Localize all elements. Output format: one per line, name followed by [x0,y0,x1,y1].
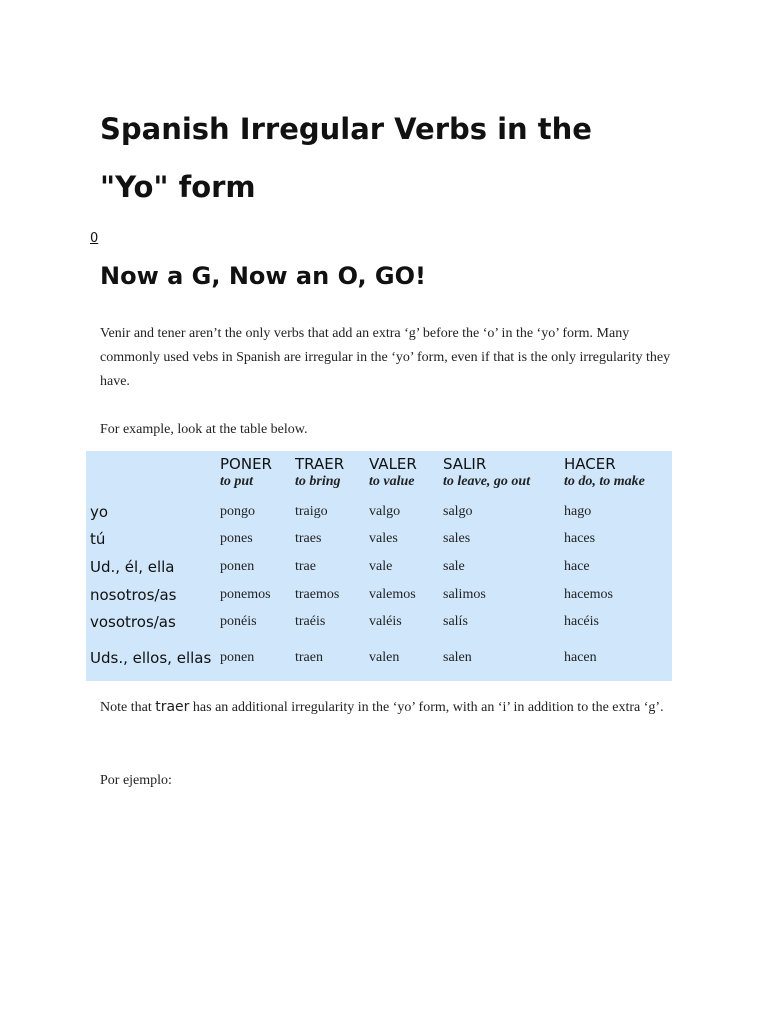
table-header-row [86,451,672,498]
verb-name: SALIR [443,455,487,473]
conjugation-cell: hacéis [564,614,599,630]
conjugation-cell: salís [443,614,468,630]
conjugation-cell: ponen [220,559,255,574]
table-row [86,608,672,636]
conjugation-cell: ponemos [220,586,271,602]
example-label: Por ejemplo: [100,773,172,788]
conjugation-cell: trae [295,559,316,574]
table-row [86,581,672,609]
note-text-before: Note that [100,700,156,715]
conjugation-cell: vales [369,531,398,547]
conjugation-cell: salen [443,650,472,666]
verb-name: PONER [220,455,272,473]
pronoun-cell: tú [90,530,106,549]
verb-gloss: to bring [295,474,341,489]
conjugation-cell: traéis [295,614,326,630]
note-verb: traer [155,699,190,715]
verb-header [443,451,564,498]
verb-header [369,451,443,498]
verb-name: TRAER [295,455,345,473]
example-intro-paragraph: For example, look at the table below. [100,422,308,437]
conjugation-cell: salgo [443,503,473,519]
pronoun-cell: nosotros/as [90,585,177,604]
conjugation-cell: hago [564,503,592,519]
conjugation-cell: haces [564,531,596,547]
conjugation-cell: valemos [369,586,416,602]
table-row [86,553,672,581]
pronoun-cell: Ud., él, ella [90,558,175,576]
note-text-after: has an additional irregularity in the ‘yo’ form, with an ‘i’ in addition to the extra ‘g’. [189,700,664,715]
pronoun-cell: vosotros/as [90,613,176,632]
table-corner-cell [86,451,220,498]
conjugation-cell: pones [220,531,253,547]
conjugation-cell: ponen [220,650,255,666]
conjugation-cell: valen [369,650,400,666]
comment-count-link[interactable]: 0 [90,231,99,246]
conjugation-cell: pongo [220,503,255,519]
verb-header [564,451,672,498]
conjugation-cell: sale [443,559,465,574]
verb-header [220,451,295,498]
conjugation-cell: valéis [369,614,402,630]
verb-gloss: to leave, go out [443,474,531,489]
verb-gloss: to do, to make [564,474,645,489]
table-row [86,636,672,681]
conjugation-cell: salimos [443,586,486,602]
conjugation-cell: traes [295,531,322,547]
conjugation-cell: traigo [295,503,328,519]
verb-conjugation-table [86,451,672,681]
conjugation-cell: sales [443,531,471,547]
conjugation-cell: hacen [564,650,597,666]
verb-gloss: to put [220,474,254,489]
pronoun-cell: yo [90,502,109,521]
verb-header [295,451,369,498]
verb-gloss: to value [369,474,415,489]
verb-name: VALER [369,455,417,473]
note-paragraph [100,695,675,720]
table-row [86,498,672,526]
conjugation-cell: valgo [369,503,401,519]
conjugation-cell: traemos [295,586,340,602]
conjugation-cell: hacemos [564,586,613,602]
conjugation-cell: ponéis [220,614,257,630]
section-heading: Now a G, Now an O, GO! [100,262,426,290]
verb-name: HACER [564,455,616,473]
pronoun-cell: Uds., ellos, ellas [90,649,212,668]
table-row [86,526,672,554]
conjugation-cell: traen [295,650,323,666]
conjugation-cell: vale [369,559,393,574]
conjugation-cell: hace [564,559,590,574]
intro-paragraph: Venir and tener aren’t the only verbs that add an extra ‘g’ before the ‘o’ in the ‘yo’ form. Many commonly used vebs in Spanish are irregular in the ‘yo’ form, even if that is the only irregularity they have. [100,326,671,389]
page-title: Spanish Irregular Verbs in the "Yo" form [100,112,592,204]
